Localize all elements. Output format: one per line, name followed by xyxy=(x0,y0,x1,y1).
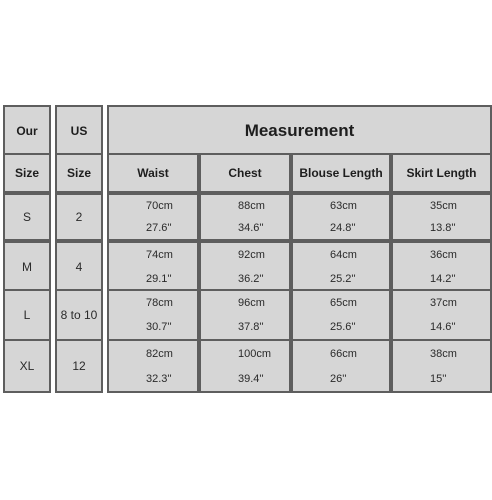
waist-cm: 70cm xyxy=(146,200,173,212)
header-skirt-label: Skirt Length xyxy=(406,166,477,180)
row-xl-waist xyxy=(107,339,199,393)
header-measurement xyxy=(107,105,492,157)
blouse-in: 24.8'' xyxy=(330,222,356,234)
row-l-us xyxy=(55,289,103,341)
header-our-label: Our xyxy=(16,124,38,138)
header-blouse-length xyxy=(291,153,391,193)
row-l-chest xyxy=(199,289,291,341)
row-m-skirt xyxy=(391,241,492,293)
chest-cm: 88cm xyxy=(238,200,265,212)
row-xl-skirt xyxy=(391,339,492,393)
skirt-in: 14.6'' xyxy=(430,321,456,333)
skirt-in: 14.2'' xyxy=(430,273,456,285)
skirt-in: 13.8'' xyxy=(430,222,456,234)
blouse-cm: 66cm xyxy=(330,347,357,360)
header-skirt-length xyxy=(391,153,492,193)
our-size-value: S xyxy=(22,210,31,224)
chest-cm: 100cm xyxy=(238,347,272,360)
header-measurement-label: Measurement xyxy=(244,121,355,140)
row-s-chest xyxy=(199,193,291,241)
waist-cm: 78cm xyxy=(146,297,173,309)
blouse-cm: 63cm xyxy=(330,200,357,212)
header-our xyxy=(3,105,51,157)
row-m-our xyxy=(3,241,51,293)
row-l-blouse xyxy=(291,289,391,341)
us-size-value: 2 xyxy=(75,210,83,224)
chest-in: 36.2'' xyxy=(238,273,264,285)
header-size-label: Size xyxy=(66,166,91,180)
row-m-us xyxy=(55,241,103,293)
header-waist-label: Waist xyxy=(137,166,169,180)
our-size-value: M xyxy=(22,260,32,274)
header-size-label: Size xyxy=(14,166,39,180)
us-size-value: 8 to 10 xyxy=(60,308,98,322)
skirt-cm: 37cm xyxy=(430,297,457,309)
row-s-blouse xyxy=(291,193,391,241)
chest-cm: 92cm xyxy=(238,249,265,261)
row-s-waist xyxy=(107,193,199,241)
row-l-waist xyxy=(107,289,199,341)
chest-in: 39.4'' xyxy=(238,372,264,385)
us-size-value: 12 xyxy=(72,359,86,373)
skirt-in: 15'' xyxy=(430,372,447,385)
our-size-value: L xyxy=(23,308,31,322)
header-us xyxy=(55,105,103,157)
row-l-our xyxy=(3,289,51,341)
row-xl-us xyxy=(55,339,103,393)
skirt-cm: 35cm xyxy=(430,200,457,212)
header-chest-label: Chest xyxy=(228,166,262,180)
header-blouse-label: Blouse Length xyxy=(299,166,383,180)
header-us-size xyxy=(55,153,103,193)
blouse-in: 25.2'' xyxy=(330,273,356,285)
blouse-in: 25.6'' xyxy=(330,321,356,333)
row-s-us xyxy=(55,193,103,241)
chest-cm: 96cm xyxy=(238,297,265,309)
row-s-skirt xyxy=(391,193,492,241)
row-xl-chest xyxy=(199,339,291,393)
header-chest xyxy=(199,153,291,193)
header-our-size xyxy=(3,153,51,193)
blouse-cm: 65cm xyxy=(330,297,357,309)
waist-in: 27.6'' xyxy=(146,222,172,234)
skirt-cm: 38cm xyxy=(430,347,457,360)
row-m-waist xyxy=(107,241,199,293)
row-m-blouse xyxy=(291,241,391,293)
waist-cm: 82cm xyxy=(146,347,173,360)
skirt-cm: 36cm xyxy=(430,249,457,261)
row-s-our xyxy=(3,193,51,241)
row-l-skirt xyxy=(391,289,492,341)
header-waist xyxy=(107,153,199,193)
blouse-in: 26'' xyxy=(330,372,347,385)
row-xl-our xyxy=(3,339,51,393)
us-size-value: 4 xyxy=(75,260,83,274)
header-us-label: US xyxy=(70,124,88,138)
size-chart-table xyxy=(0,101,492,397)
waist-cm: 74cm xyxy=(146,249,173,261)
blouse-cm: 64cm xyxy=(330,249,357,261)
waist-in: 32.3'' xyxy=(146,372,172,385)
our-size-value: XL xyxy=(19,359,35,373)
chest-in: 34.6'' xyxy=(238,222,264,234)
row-m-chest xyxy=(199,241,291,293)
waist-in: 29.1'' xyxy=(146,273,172,285)
waist-in: 30.7'' xyxy=(146,321,172,333)
chest-in: 37.8'' xyxy=(238,321,264,333)
row-xl-blouse xyxy=(291,339,391,393)
